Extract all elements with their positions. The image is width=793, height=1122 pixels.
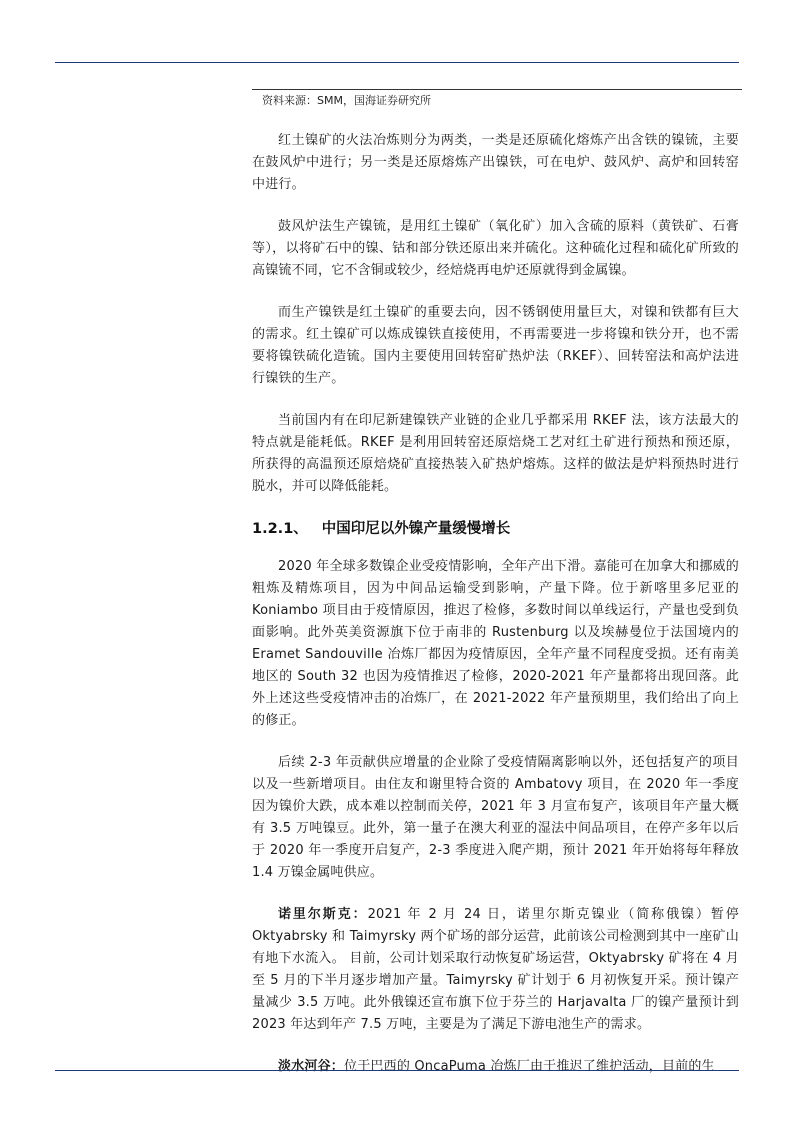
vale-label: 淡水河谷： xyxy=(278,1059,345,1074)
paragraph-rkef: 当前国内有在印尼新建镍铁产业链的企业几乎都采用 RKEF 法，该方法最大的特点就是能耗低。RKEF 是利用回转窑还原焙烧工艺对红土矿进行预热和预还原，所获得的高温预还原焙烧矿直接热装入矿热炉熔炼。这样的做法是炉料预热时进行脱水，并可以降低能耗。 xyxy=(252,413,739,494)
paragraph-2020-covid: 2020 年全球多数镍企业受疫情影响，全年产出下滑。嘉能可在加拿大和挪威的粗炼及精炼项目，因为中间品运输受到影响，产量下降。位于新喀里多尼亚的 Koniambo 项目由于疫情原因，推迟了检修，多数时间以单线运行，产量也受到负面影响。此外英美资源旗下位于南非的 Rustenburg 以及埃赫曼位于法国境内的 Eramet Sandouville 冶炼厂都因为疫情原因，全年产量不同程度受损。还有南美地区的 South 32 也因为疫情推迟了检修，2020-2021 年产量都将出现回落。此外上述这些受疫情冲击的冶炼厂，在 2021-2022 年产量预期里，我们给出了向上的修正。 xyxy=(252,559,739,728)
source-note: 资料来源：SMM，国海证券研究所 xyxy=(262,94,431,107)
header-rule xyxy=(55,62,739,63)
nornickel-text: 2021 年 2 月 24 日，诺里尔斯克镍业（简称俄镍）暂停 Oktyabrsky 和 Taimyrsky 两个矿场的部分运营，此前该公司检测到其中一座矿山有地下水流入。 目前，公司计划采取行动恢复矿场运营，Oktyabrsky 矿将在 4 月至 5 月的下半月逐步增加产量。Taimyrsky 矿计划于 6 月初恢复开采。预计镍产量减少 3.5 万吨。此外俄镍还宣布旗下位于芬兰的 Harjavalta 厂的镍产量预计到 2023 年达到年产 7.5 万吨，主要是为了满足下游电池生产的需求。 xyxy=(252,907,740,1032)
vale-text: 位于巴西的 OncaPuma 冶炼厂由于推迟了维护活动，目前的生 xyxy=(344,1059,715,1074)
paragraph-nickel-pig-iron: 而生产镍铁是红土镍矿的重要去向，因不锈钢使用量巨大，对镍和铁都有巨大的需求。红土镍矿可以炼成镍铁直接使用，不再需要进一步将镍和铁分开，也不需要将镍铁硫化造锍。国内主要使用回转窑矿热炉法（RKEF）、回转窑法和高炉法进行镍铁的生产。 xyxy=(252,305,739,386)
section-number: 1.2.1、 xyxy=(252,521,308,537)
footer-rule xyxy=(55,1070,739,1071)
paragraph-pyrometallurgy: 红土镍矿的火法冶炼则分为两类，一类是还原硫化熔炼产出含铁的镍锍，主要在鼓风炉中进行；另一类是还原熔炼产出镍铁，可在电炉、鼓风炉、高炉和回转窑中进行。 xyxy=(252,133,739,192)
paragraph-vale xyxy=(252,1056,739,1078)
paragraph-blast-furnace: 鼓风炉法生产镍锍，是用红土镍矿（氧化矿）加入含硫的原料（黄铁矿、石膏等），以将矿石中的镍、钴和部分铁还原出来并硫化。这种硫化过程和硫化矿所致的高镍锍不同，它不含铜或较少，经焙烧再电炉还原就得到金属镍。 xyxy=(252,219,739,278)
section-heading xyxy=(252,518,739,540)
paragraph-nornickel xyxy=(252,904,739,1036)
section-title: 中国印尼以外镍产量缓慢增长 xyxy=(321,521,511,537)
nornickel-label: 诺里尔斯克： xyxy=(278,907,368,922)
document-body xyxy=(252,130,739,1098)
source-rule xyxy=(252,89,742,90)
paragraph-supply-increment: 后续 2-3 年贡献供应增量的企业除了受疫情隔离影响以外，还包括复产的项目以及一些新增项目。由住友和谢里特合资的 Ambatovy 项目，在 2020 年一季度因为镍价大跌，成本难以控制而关停，2021 年 3 月宣布复产，该项目年产量大概有 3.5 万吨镍豆。此外，第一量子在澳大利亚的湿法中间品项目，在停产多年以后于 2020 年一季度开启复产，2-3 季度进入爬产期，预计 2021 年开始将每年释放 1.4 万镍金属吨供应。 xyxy=(252,755,739,880)
